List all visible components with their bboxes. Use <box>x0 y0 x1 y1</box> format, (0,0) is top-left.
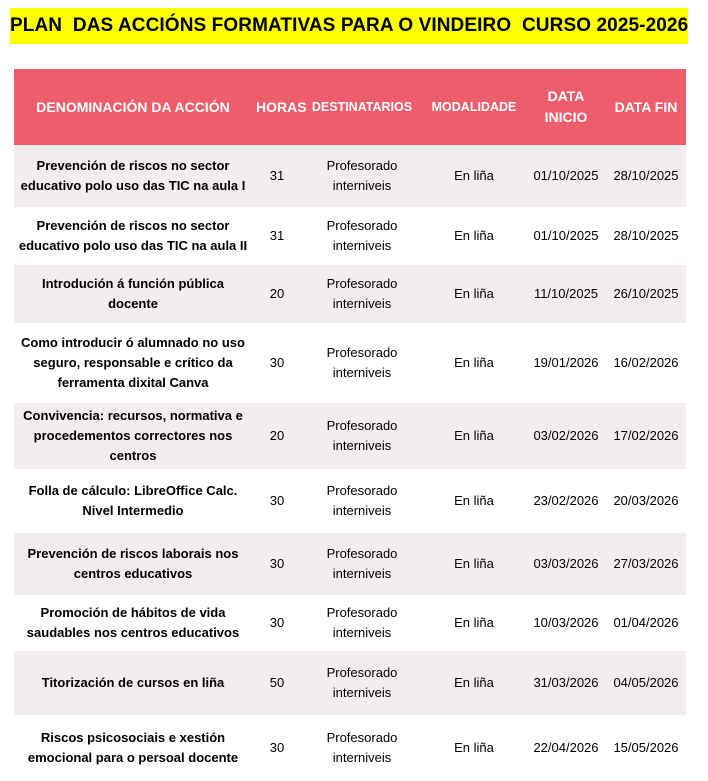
cell-destinatarios: Profesorado interniveis <box>302 469 422 533</box>
cell-destinatarios: Profesorado interniveis <box>302 265 422 323</box>
cell-data-fin: 17/02/2026 <box>606 403 686 469</box>
header-horas: HORAS <box>252 69 302 145</box>
cell-data-inicio: 03/02/2026 <box>526 403 606 469</box>
cell-data-inicio: 19/01/2026 <box>526 323 606 403</box>
cell-destinatarios: Profesorado interniveis <box>302 403 422 469</box>
cell-data-fin: 04/05/2026 <box>606 651 686 715</box>
table-row <box>14 323 686 403</box>
cell-horas: 30 <box>252 533 302 595</box>
cell-data-fin: 20/03/2026 <box>606 469 686 533</box>
cell-destinatarios: Profesorado interniveis <box>302 145 422 207</box>
cell-data-fin: 01/04/2026 <box>606 595 686 651</box>
cell-data-fin: 15/05/2026 <box>606 715 686 781</box>
cell-destinatarios: Profesorado interniveis <box>302 323 422 403</box>
header-row <box>14 69 686 145</box>
header-data-inicio: DATA INICIO <box>526 69 606 145</box>
cell-horas: 30 <box>252 715 302 781</box>
cell-horas: 31 <box>252 207 302 265</box>
cell-data-fin: 16/02/2026 <box>606 323 686 403</box>
cell-denominacion: Convivencia: recursos, normativa e procedementos correctores nos centros <box>14 403 252 469</box>
cell-destinatarios: Profesorado interniveis <box>302 533 422 595</box>
cell-data-inicio: 03/03/2026 <box>526 533 606 595</box>
cell-data-fin: 27/03/2026 <box>606 533 686 595</box>
table-row <box>14 715 686 781</box>
cell-modalidade: En liña <box>422 715 526 781</box>
page-title: PLAN DAS ACCIÓNS FORMATIVAS PARA O VINDEIRO CURSO 2025-2026 <box>10 8 688 44</box>
cell-denominacion: Folla de cálculo: LibreOffice Calc. Nivel Intermedio <box>14 469 252 533</box>
cell-denominacion: Prevención de riscos no sector educativo polo uso das TIC na aula II <box>14 207 252 265</box>
header-destinatarios: DESTINATARIOS <box>302 69 422 145</box>
cell-modalidade: En liña <box>422 265 526 323</box>
cell-denominacion: Como introducir ó alumnado no uso seguro, responsable e crítico da ferramenta dixital Canva <box>14 323 252 403</box>
cell-modalidade: En liña <box>422 533 526 595</box>
cell-destinatarios: Profesorado interniveis <box>302 207 422 265</box>
table-row <box>14 469 686 533</box>
cell-modalidade: En liña <box>422 651 526 715</box>
cell-horas: 30 <box>252 469 302 533</box>
training-plan-table <box>14 69 686 781</box>
cell-modalidade: En liña <box>422 207 526 265</box>
cell-destinatarios: Profesorado interniveis <box>302 595 422 651</box>
table-row <box>14 533 686 595</box>
cell-horas: 20 <box>252 403 302 469</box>
cell-data-inicio: 01/10/2025 <box>526 207 606 265</box>
cell-data-inicio: 23/02/2026 <box>526 469 606 533</box>
header-data-fin: DATA FIN <box>606 69 686 145</box>
cell-destinatarios: Profesorado interniveis <box>302 651 422 715</box>
cell-denominacion: Riscos psicosociais e xestión emocional para o persoal docente <box>14 715 252 781</box>
cell-denominacion: Prevención de riscos laborais nos centros educativos <box>14 533 252 595</box>
cell-modalidade: En liña <box>422 323 526 403</box>
table-row <box>14 403 686 469</box>
header-modalidade: MODALIDADE <box>422 69 526 145</box>
cell-data-fin: 28/10/2025 <box>606 207 686 265</box>
cell-denominacion: Introdución á función pública docente <box>14 265 252 323</box>
cell-data-inicio: 22/04/2026 <box>526 715 606 781</box>
header-denominacion: DENOMINACIÓN DA ACCIÓN <box>14 69 252 145</box>
cell-modalidade: En liña <box>422 595 526 651</box>
cell-denominacion: Titorización de cursos en liña <box>14 651 252 715</box>
cell-horas: 30 <box>252 595 302 651</box>
cell-modalidade: En liña <box>422 469 526 533</box>
cell-denominacion: Promoción de hábitos de vida saudables nos centros educativos <box>14 595 252 651</box>
table-row <box>14 207 686 265</box>
cell-data-inicio: 01/10/2025 <box>526 145 606 207</box>
cell-destinatarios: Profesorado interniveis <box>302 715 422 781</box>
cell-modalidade: En liña <box>422 403 526 469</box>
table-row <box>14 595 686 651</box>
cell-data-inicio: 31/03/2026 <box>526 651 606 715</box>
cell-horas: 30 <box>252 323 302 403</box>
cell-data-inicio: 10/03/2026 <box>526 595 606 651</box>
cell-data-fin: 28/10/2025 <box>606 145 686 207</box>
table-row <box>14 145 686 207</box>
table-row <box>14 265 686 323</box>
cell-data-inicio: 11/10/2025 <box>526 265 606 323</box>
cell-denominacion: Prevención de riscos no sector educativo polo uso das TIC na aula I <box>14 145 252 207</box>
cell-modalidade: En liña <box>422 145 526 207</box>
cell-data-fin: 26/10/2025 <box>606 265 686 323</box>
cell-horas: 20 <box>252 265 302 323</box>
table-row <box>14 651 686 715</box>
cell-horas: 50 <box>252 651 302 715</box>
cell-horas: 31 <box>252 145 302 207</box>
